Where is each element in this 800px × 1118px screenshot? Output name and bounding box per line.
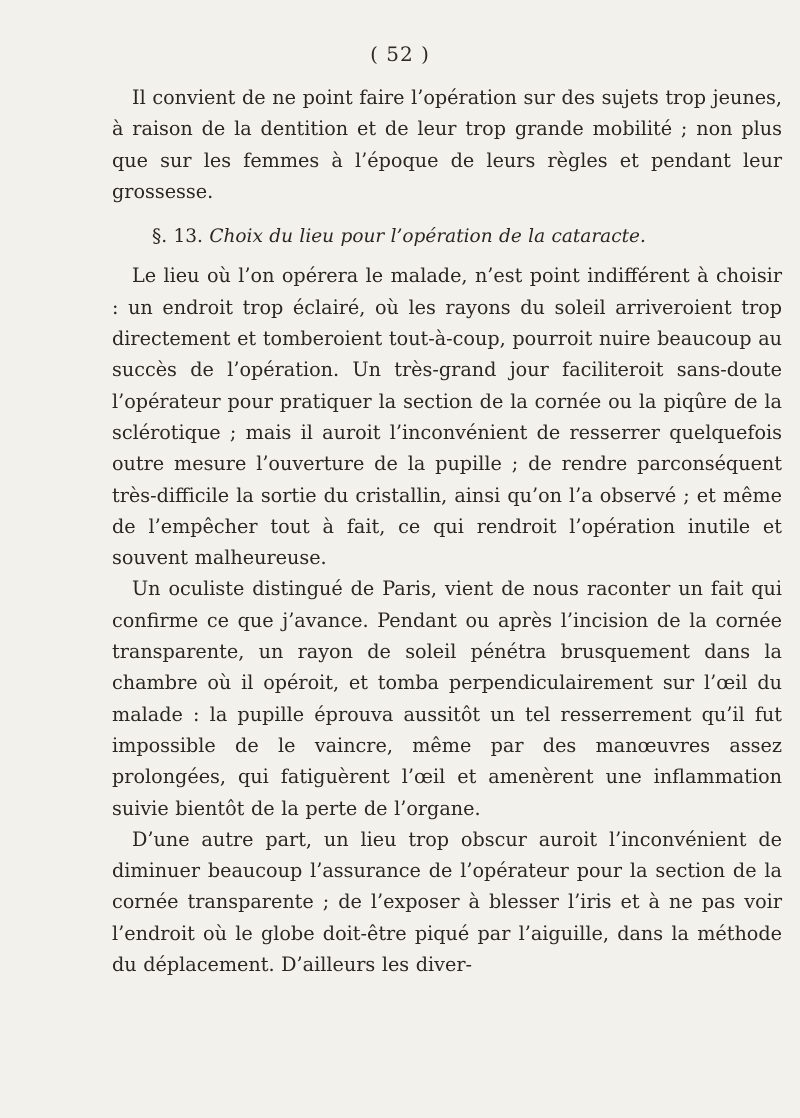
body-text <box>112 82 782 980</box>
section-title: Choix du lieu pour l’opération de la cataracte. <box>209 226 646 248</box>
paragraph-3: Un oculiste distingué de Paris, vient de nous raconter un fait qui confirme ce que j’avance. Pendant ou après l’incision de la cornée transparente, un rayon de soleil pénétra brusquement dans la chambre où il opéroit, et tomba perpendiculairement sur l’œil du malade : la pupille éprouva aussitôt un tel resserrement qu’il fut impossible de le vaincre, même par des manœuvres assez prolongées, qui fatiguèrent l’œil et amenèrent une inflammation suivie bientôt de la perte de l’organe. <box>112 577 782 820</box>
paragraph-2: Le lieu où l’on opérera le malade, n’est point indifférent à choisir : un endroit trop éclairé, où les rayons du soleil arriveroient trop directement et tomberoient tout-à-coup, pourroit nuire beaucoup au succès de l’opération. Un très-grand jour faciliteroit sans-doute l’opérateur pour pratiquer la section de la cornée ou la piqûre de la sclérotique ; mais il auroit l’inconvénient de resserrer quelquefois outre mesure l’ouverture de la pupille ; de rendre parconséquent très-difficile la sortie du cristallin, ainsi qu’on l’a observé ; et même de l’empêcher tout à fait, ce qui rendroit l’opération inutile et souvent malheureuse. <box>112 264 782 570</box>
paragraph-1: Il convient de ne point faire l’opération sur des sujets trop jeunes, à raison de la dentition et de leur trop grande mobilité ; non plus que sur les femmes à l’époque de leurs règles et pendant leur grossesse. <box>112 86 782 203</box>
section-heading <box>112 221 782 252</box>
page-number: ( 52 ) <box>370 42 430 66</box>
section-number: §. 13. <box>152 226 203 248</box>
paragraph-4: D’une autre part, un lieu trop obscur auroit l’inconvénient de diminuer beaucoup l’assurance de l’opérateur pour la section de la cornée transparente ; de l’exposer à blesser l’iris et à ne pas voir l’endroit où le globe doit-être piqué par l’aiguille, dans la méthode du déplacement. D’ailleurs les diver- <box>112 827 782 977</box>
